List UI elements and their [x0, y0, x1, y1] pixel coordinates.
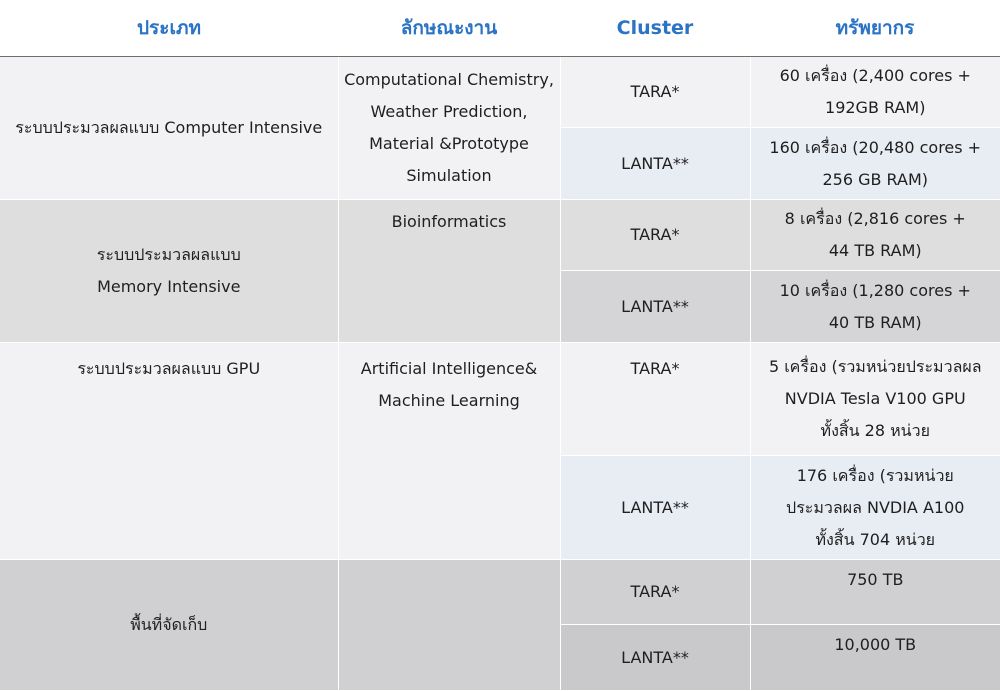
workload-cell — [338, 560, 560, 691]
workload-line: Weather Prediction, — [339, 96, 560, 128]
header-type: ประเภท — [0, 0, 338, 57]
header-workload: ลักษณะงาน — [338, 0, 560, 57]
type-line: ระบบประมวลผลแบบ — [0, 239, 338, 271]
resource-line: 176 เครื่อง (รวมหน่วย — [751, 460, 1000, 492]
cluster-cell: LANTA** — [560, 625, 750, 691]
resource-cell: 750 TB — [750, 560, 1000, 625]
table-header-row — [0, 0, 1000, 57]
resource-line: 256 GB RAM) — [751, 164, 1000, 196]
resource-line: NVDIA Tesla V100 GPU — [751, 383, 1000, 415]
type-cell — [0, 200, 338, 343]
resource-cell — [750, 271, 1000, 343]
resource-line: 8 เครื่อง (2,816 cores + — [751, 203, 1000, 235]
resource-line: ทั้งสิ้น 28 หน่วย — [751, 415, 1000, 447]
cluster-cell: LANTA** — [560, 271, 750, 343]
header-cluster: Cluster — [560, 0, 750, 57]
table-row — [0, 343, 1000, 456]
table-row — [0, 57, 1000, 128]
type-cell: ระบบประมวลผลแบบ GPU — [0, 343, 338, 560]
type-cell: ระบบประมวลผลแบบ Computer Intensive — [0, 57, 338, 200]
resource-line: ประมวลผล NVDIA A100 — [751, 492, 1000, 524]
cluster-cell: TARA* — [560, 57, 750, 128]
table-row — [0, 200, 1000, 271]
resource-line: 160 เครื่อง (20,480 cores + — [751, 132, 1000, 164]
header-resources: ทรัพยากร — [750, 0, 1000, 57]
resource-line: 40 TB RAM) — [751, 307, 1000, 339]
resource-line: 192GB RAM) — [751, 92, 1000, 124]
cluster-cell: TARA* — [560, 560, 750, 625]
resource-line: 10 เครื่อง (1,280 cores + — [751, 275, 1000, 307]
type-cell: พื้นที่จัดเก็บ — [0, 560, 338, 691]
workload-line: Material &Prototype — [339, 128, 560, 160]
workload-cell — [338, 343, 560, 560]
workload-line: Machine Learning — [339, 385, 560, 417]
cluster-cell: LANTA** — [560, 128, 750, 200]
table-row — [0, 560, 1000, 625]
resource-line: 5 เครื่อง (รวมหน่วยประมวลผล — [751, 351, 1000, 383]
resource-cell — [750, 57, 1000, 128]
resource-line: 60 เครื่อง (2,400 cores + — [751, 60, 1000, 92]
resource-line: 44 TB RAM) — [751, 235, 1000, 267]
resource-cell — [750, 128, 1000, 200]
resource-cell — [750, 200, 1000, 271]
type-line: Memory Intensive — [0, 271, 338, 303]
cluster-cell: LANTA** — [560, 456, 750, 560]
resource-cell — [750, 343, 1000, 456]
workload-line: Simulation — [339, 160, 560, 192]
resource-cell — [750, 456, 1000, 560]
cluster-cell: TARA* — [560, 200, 750, 271]
resource-cell: 10,000 TB — [750, 625, 1000, 691]
workload-cell — [338, 57, 560, 200]
workload-line: Artificial Intelligence& — [339, 353, 560, 385]
cluster-cell: TARA* — [560, 343, 750, 456]
workload-cell: Bioinformatics — [338, 200, 560, 343]
workload-line: Computational Chemistry, — [339, 64, 560, 96]
resource-line: ทั้งสิ้น 704 หน่วย — [751, 524, 1000, 556]
